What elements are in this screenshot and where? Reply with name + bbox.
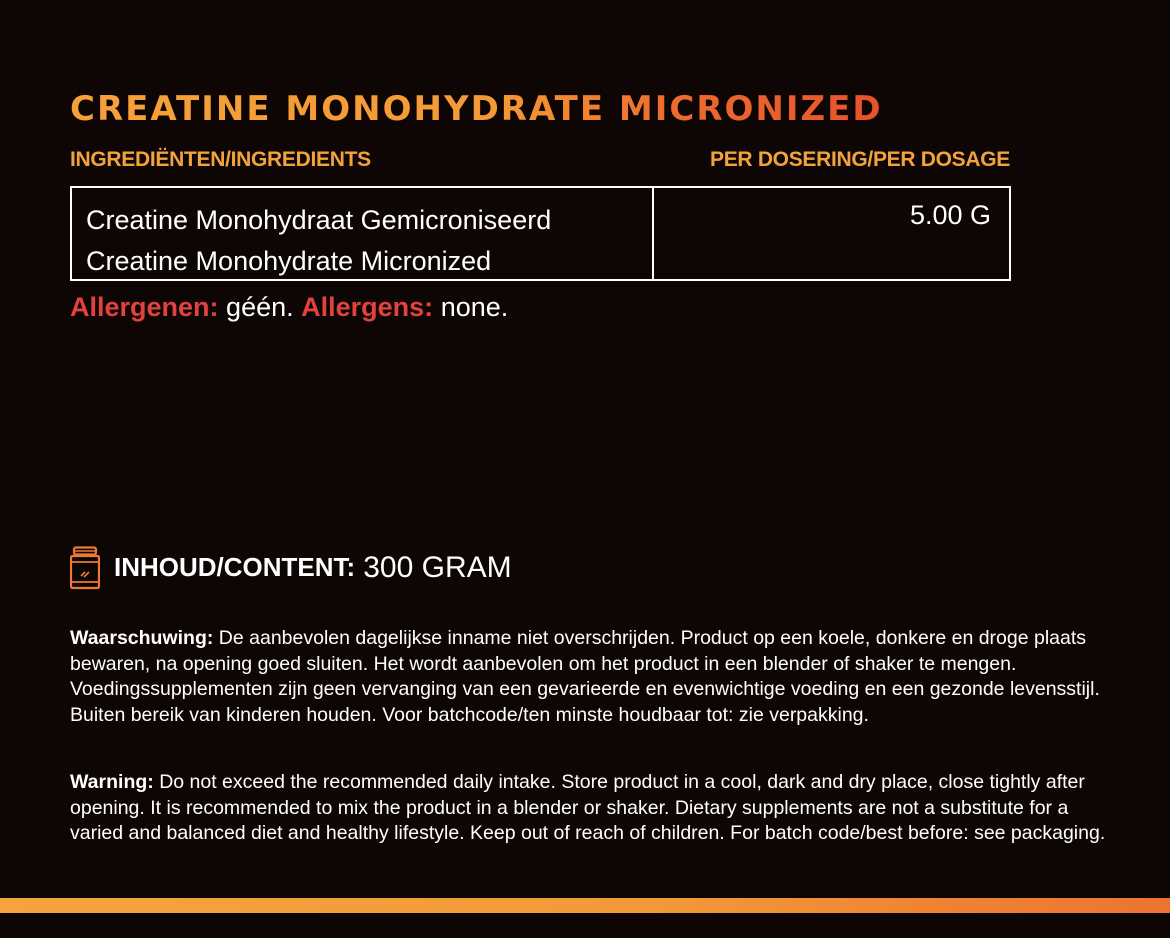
bottom-accent-bar [0, 898, 1170, 913]
allergens-value-english: none. [440, 292, 509, 322]
warning-text-english: Do not exceed the recommended daily intake. Store product in a cool, dark and dry place, close tightly after opening. It is recommended to mix the product in a blender or shaker. Dietary supplements are not a substitute for a varied and balanced diet and healthy lifestyle. Keep out of reach of children. For batch code/best before: see packaging. [70, 771, 1106, 845]
allergens-value-dutch: géén. [226, 292, 294, 322]
dosage-column-header: PER DOSERING/PER DOSAGE [710, 148, 1010, 171]
product-title: CREATINE MONOHYDRATE MICRONIZED [70, 88, 883, 129]
ingredient-name-cell [72, 188, 654, 279]
allergens-label-dutch: Allergenen: [70, 292, 219, 322]
warning-english [70, 770, 1110, 847]
content-label: INHOUD/CONTENT: [114, 552, 356, 582]
allergens-label-english: Allergens: [301, 292, 434, 322]
warning-label-english: Warning: [70, 771, 154, 793]
warning-label-dutch: Waarschuwing: [70, 627, 214, 649]
ingredient-name-dutch: Creatine Monohydraat Gemicroniseerd [86, 205, 552, 235]
ingredients-table [70, 186, 1011, 281]
ingredients-column-header: INGREDIËNTEN/INGREDIENTS [70, 148, 371, 171]
net-content [70, 545, 512, 590]
warning-dutch [70, 626, 1110, 729]
ingredient-name-english: Creatine Monohydrate Micronized [86, 246, 492, 276]
allergens-line [70, 292, 508, 323]
content-value: 300 GRAM [363, 550, 512, 584]
jar-icon [70, 546, 100, 590]
warning-text-dutch: De aanbevolen dagelijkse inname niet overschrijden. Product op een koele, donkere en droge plaats bewaren, na opening goed sluiten. Het wordt aanbevolen om het product in een blender of shaker te mengen. Voedingssupplementen zijn geen vervanging van een gevarieerde en evenwichtige voeding en een gezonde levensstijl. Buiten bereik van kinderen houden. Voor batchcode/ten minste houdbaar tot: zie verpakking. [70, 627, 1100, 727]
ingredient-amount-cell: 5.00 G [909, 200, 991, 230]
